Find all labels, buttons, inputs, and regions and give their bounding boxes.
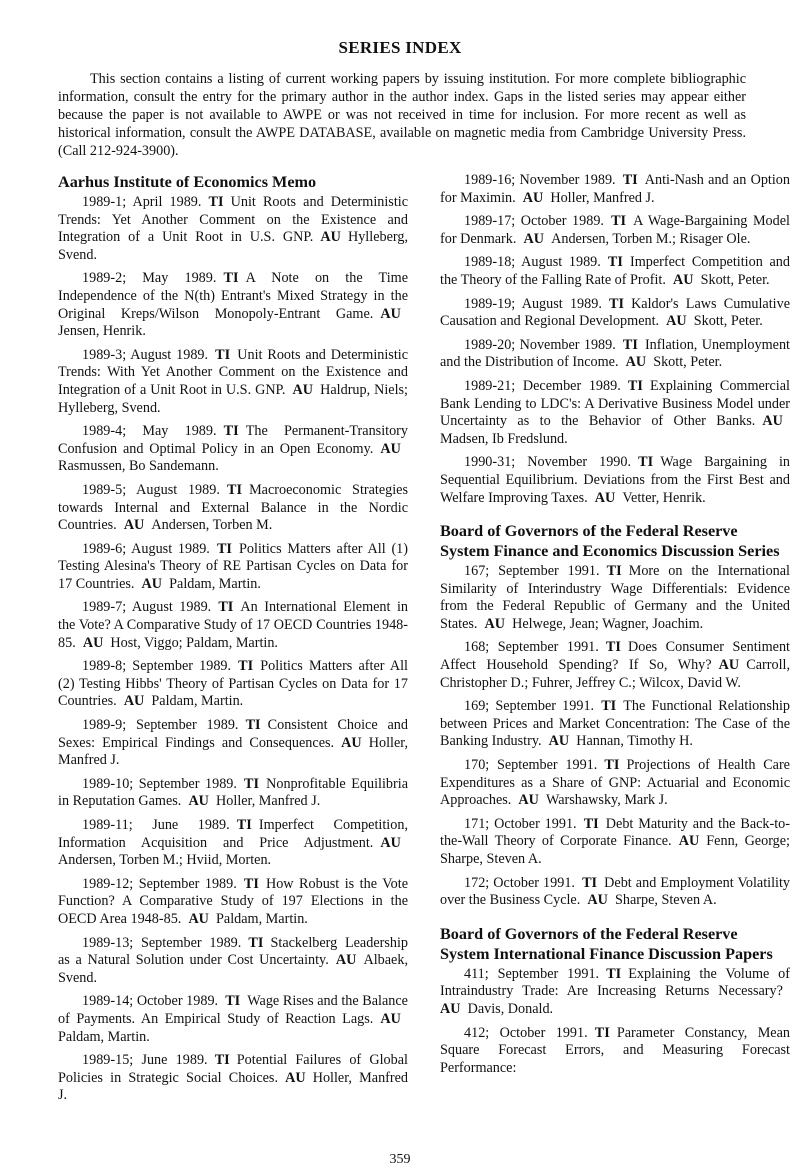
entry-reference: 1989-10; September 1989. — [82, 775, 237, 792]
title-tag: TI — [605, 639, 621, 656]
page-number: 359 — [389, 1152, 411, 1167]
index-entry — [440, 296, 790, 331]
entry-title: Imperfect Competition and the Theory of the Falling Rate of Profit. — [440, 254, 790, 288]
entry-authors: Albaek, Svend. — [58, 952, 408, 986]
title-tag: TI — [606, 563, 622, 580]
title-tag: TI — [608, 295, 624, 312]
entry-authors: Jensen, Henrik. — [58, 323, 146, 340]
entry-authors: Paldam, Martin. — [58, 1028, 150, 1045]
entry-authors: Vetter, Henrik. — [622, 489, 706, 506]
entry-reference: 412; October 1991. — [464, 1024, 588, 1041]
entry-authors: Madsen, Ib Fredslund. — [440, 430, 568, 447]
entry-reference: 171; October 1991. — [464, 815, 577, 832]
entry-title: Unit Roots and Deterministic Trends: Yet Another Comment on the Existence and Integration of a Unit Root in U.S. GNP. — [58, 194, 408, 246]
entry-reference: 1989-11; June 1989. — [82, 817, 230, 833]
index-entry — [58, 993, 408, 1046]
entry-title: Politics Matters after All (2) Testing Hibbs' Theory of Partisan Cycles on Data for 17 Countries. — [58, 658, 408, 710]
entry-title: Kaldor's Laws Cumulative Causation and Regional Development. — [440, 295, 790, 330]
entry-authors: Holler, Manfred J. — [216, 793, 321, 810]
title-tag: TI — [223, 270, 239, 287]
entry-reference: 1989-3; August 1989. — [82, 346, 209, 363]
index-entry — [58, 1052, 408, 1105]
section-heading: Board of Governors of the Federal Reserve System Finance and Economics Discussion Series — [440, 522, 780, 561]
title-tag: TI — [622, 336, 638, 353]
index-entry — [58, 194, 408, 264]
entry-title: Imperfect Competition, Information Acquisition and Price Adjustment. — [58, 817, 408, 851]
title-tag: TI — [245, 717, 261, 734]
author-tag: AU — [548, 733, 570, 750]
title-tag: TI — [622, 172, 638, 188]
entry-authors: Skott, Peter. — [693, 313, 763, 330]
title-tag: TI — [215, 346, 231, 363]
entry-title: Inflation, Unemployment and the Distribution of Income. — [440, 336, 790, 371]
author-tag: AU — [440, 1000, 461, 1017]
entry-title: Stackelberg Leadership as a Natural Solution under Cost Uncertainty. — [58, 934, 408, 969]
entry-title: Potential Failures of Global Policies in Strategic Social Choices. — [58, 1052, 408, 1086]
entry-authors: Skott, Peter. — [700, 271, 770, 288]
author-tag: AU — [625, 354, 647, 371]
entry-authors: Andersen, Torben M.; Risager Ole. — [551, 230, 751, 247]
entry-reference: 170; September 1991. — [464, 757, 598, 774]
index-entry — [440, 966, 790, 1019]
entry-authors: Haldrup, Niels; Hylleberg, Svend. — [58, 381, 408, 416]
author-tag: AU — [341, 734, 362, 751]
title-tag: TI — [607, 254, 623, 271]
entry-title: Debt and Employment Volatility over the Business Cycle. — [440, 874, 791, 909]
entry-title: A Note on the Time Independence of the N(th) Entrant's Mixed Strategy in the Original Kreps/Wilson Monopoly-Entrant Game. — [58, 270, 408, 322]
index-entry — [440, 816, 790, 869]
index-entry — [440, 875, 790, 910]
entry-authors: Andersen, Torben M.; Hviid, Morten. — [58, 852, 272, 869]
author-tag: AU — [188, 910, 209, 927]
author-tag: AU — [484, 615, 506, 632]
author-tag: AU — [188, 793, 209, 810]
author-tag: AU — [123, 517, 145, 534]
entry-reference: 1989-2; May 1989. — [82, 270, 217, 287]
author-tag: AU — [718, 657, 740, 674]
entry-title: The Functional Relationship between Prices and Market Concentration: The Case of the Banking Industry. — [440, 698, 790, 750]
entry-title: Wage Bargaining in Sequential Equilibrium. Deviations from the First Best and Welfare Improving Taxes. — [440, 454, 790, 506]
entry-authors: Rasmussen, Bo Sandemann. — [58, 458, 219, 475]
title-tag: TI — [225, 993, 241, 1010]
index-entry — [58, 423, 408, 476]
entry-title: A Wage-Bargaining Model for Denmark. — [440, 213, 790, 247]
index-entry — [58, 541, 408, 594]
entry-authors: Holler, Manfred J. — [550, 189, 655, 206]
section-gap — [440, 513, 790, 521]
index-entry — [440, 213, 790, 248]
entry-title: Consistent Choice and Sexes: Empirical Findings and Consequences. — [58, 717, 408, 751]
entry-reference: 1989-16; November 1989. — [464, 172, 616, 188]
entry-reference: 1989-20; November 1989. — [464, 336, 616, 353]
author-tag: AU — [141, 575, 163, 592]
index-entry — [58, 482, 408, 535]
entry-title: Anti-Nash and an Option for Maximin. — [440, 172, 790, 206]
entry-reference: 1989-1; April 1989. — [82, 194, 202, 210]
right-column — [440, 172, 790, 1083]
index-entry — [58, 717, 408, 770]
entry-authors: Hylleberg, Svend. — [58, 229, 408, 263]
index-entry — [440, 757, 790, 810]
entry-authors: Host, Viggo; Paldam, Martin. — [110, 634, 278, 651]
index-entry — [58, 876, 408, 929]
index-entry — [440, 563, 790, 633]
entry-reference: 168; September 1991. — [464, 639, 599, 656]
title-tag: TI — [638, 454, 654, 471]
entry-reference: 1989-4; May 1989. — [82, 423, 217, 440]
title-tag: TI — [214, 1052, 230, 1069]
index-entry — [440, 639, 790, 692]
entry-authors: Holler, Manfred J. — [58, 1069, 408, 1104]
entry-reference: 1989-18; August 1989. — [464, 254, 601, 271]
entry-authors: Warshawsky, Mark J. — [546, 792, 668, 809]
intro-paragraph: This section contains a listing of current working papers by issuing institution. For more complete bibliographic information, consult the entry for the primary author in the author index. Gaps in the listed series may appear either because the paper is not available to AWPE or was not received in time for inclusion. For more recent as well as historical information, consult the AWPE DATABASE, available on magnetic media from Cambridge University Press. (Call 212-924-3900). — [58, 71, 746, 159]
index-entry — [58, 817, 408, 870]
entry-authors: Hannan, Timothy H. — [576, 733, 693, 750]
author-tag: AU — [82, 634, 104, 651]
entry-title: Politics Matters after All (1) Testing Alesina's Theory of RE Partisan Cycles on Data for 17 Countries. — [58, 540, 408, 592]
title-tag: TI — [218, 599, 234, 616]
entry-title: Explaining Commercial Bank Lending to LDC's: A Derivative Business Model under Uncertainty as to the Behavior of Other Banks. — [440, 377, 790, 430]
entry-reference: 169; September 1991. — [464, 698, 595, 715]
author-tag: AU — [380, 440, 401, 457]
entry-reference: 1989-12; September 1989. — [82, 875, 237, 892]
author-tag: AU — [285, 1069, 306, 1086]
entry-title: Unit Roots and Deterministic Trends: With Yet Another Comment on the Existence and Integration of a Unit Root in U.S. GNP. — [58, 346, 409, 398]
entry-reference: 1989-15; June 1989. — [82, 1052, 208, 1069]
author-tag: AU — [320, 229, 341, 246]
entry-reference: 1989-21; December 1989. — [464, 377, 621, 394]
title-tag: TI — [238, 658, 254, 675]
author-tag: AU — [587, 892, 608, 909]
author-tag: AU — [523, 230, 545, 247]
title-tag: TI — [244, 775, 260, 792]
entry-title: Wage Rises and the Balance of Payments. An Empirical Study of Reaction Lags. — [58, 993, 408, 1027]
author-tag: AU — [594, 489, 616, 506]
author-tag: AU — [673, 271, 694, 288]
title-tag: TI — [583, 815, 599, 832]
index-entry — [440, 454, 790, 507]
entry-title: Projections of Health Care Expenditures as a Share of GNP: Actuarial and Economic Approaches. — [440, 757, 790, 809]
index-entry — [440, 337, 790, 372]
entry-reference: 1989-7; August 1989. — [82, 599, 212, 616]
entry-title: Does Consumer Sentiment Affect Household Spending? If So, Why? — [440, 639, 790, 674]
title-tag: TI — [236, 817, 252, 833]
entry-reference: 172; October 1991. — [464, 874, 575, 891]
entry-title: Parameter Constancy, Mean Square Forecast Errors, and Measuring Forecast Performance: — [440, 1024, 790, 1076]
entry-authors: Helwege, Jean; Wagner, Joachim. — [512, 615, 704, 632]
entry-authors: Carroll, Christopher D.; Fuhrer, Jeffrey C.; Wilcox, David W. — [440, 657, 790, 691]
entry-reference: 1989-17; October 1989. — [464, 213, 604, 230]
title-tag: TI — [248, 934, 264, 951]
index-entry — [58, 658, 408, 711]
index-entry — [58, 599, 408, 652]
entry-authors: Skott, Peter. — [653, 354, 723, 371]
section-heading: Board of Governors of the Federal Reserve System International Finance Discussion Papers — [440, 924, 773, 963]
section-gap — [440, 916, 790, 924]
index-entry — [58, 347, 408, 417]
entry-title: An International Element in the Vote? A Comparative Study of 17 OECD Countries 1948-85. — [58, 599, 408, 651]
title-tag: TI — [223, 423, 239, 440]
entry-authors: Paldam, Martin. — [169, 575, 261, 592]
entry-title: Explaining the Volume of Intraindustry Trade: Are Increasing Returns Necessary? — [440, 965, 790, 1000]
entry-authors: Fenn, George; Sharpe, Steven A. — [440, 833, 791, 867]
entry-reference: 1989-9; September 1989. — [82, 717, 239, 734]
index-entry — [440, 254, 790, 289]
author-tag: AU — [762, 413, 783, 430]
entry-reference: 1989-13; September 1989. — [82, 934, 242, 951]
entry-authors: Sharpe, Steven A. — [614, 892, 717, 909]
entry-reference: 1989-8; September 1989. — [82, 658, 232, 675]
page-title: SERIES INDEX — [338, 38, 462, 57]
entry-reference: 1990-31; November 1990. — [464, 454, 632, 471]
entry-reference: 1989-6; August 1989. — [82, 540, 210, 557]
entry-reference: 1989-5; August 1989. — [82, 481, 220, 498]
index-entry — [58, 935, 408, 988]
author-tag: AU — [380, 1010, 401, 1027]
title-tag: TI — [216, 540, 232, 557]
author-tag: AU — [666, 313, 687, 330]
entry-reference: 1989-19; August 1989. — [464, 295, 602, 312]
entry-title: How Robust is the Vote Function? A Comparative Study of 197 Elections in the OECD Area 1948-85. — [58, 875, 408, 927]
author-tag: AU — [380, 834, 401, 851]
title-tag: TI — [604, 757, 620, 774]
entry-reference: 167; September 1991. — [464, 563, 600, 580]
author-tag: AU — [123, 693, 145, 710]
title-tag: TI — [226, 481, 242, 498]
title-tag: TI — [582, 874, 598, 891]
entry-title: The Permanent-Transitory Confusion and Optimal Policy in an Open Economy. — [58, 423, 408, 457]
title-tag: TI — [243, 875, 259, 892]
author-tag: AU — [678, 833, 700, 850]
index-entry — [440, 172, 790, 207]
entry-authors: Davis, Donald. — [467, 1000, 554, 1017]
entry-title: More on the International Similarity of Interindustry Wage Differentials: Evidence from the Federal Republic of Germany and the United States. — [440, 563, 790, 632]
author-tag: AU — [335, 952, 357, 969]
author-tag: AU — [518, 792, 539, 809]
title-tag: TI — [606, 965, 622, 982]
author-tag: AU — [522, 189, 544, 206]
index-entry — [440, 698, 790, 751]
title-tag: TI — [594, 1024, 610, 1041]
index-entry — [440, 1025, 790, 1078]
entry-reference: 411; September 1991. — [464, 965, 600, 982]
entry-authors: Paldam, Martin. — [216, 910, 308, 927]
entry-authors: Paldam, Martin. — [151, 693, 244, 710]
left-column — [58, 172, 408, 1111]
entry-title: Nonprofitable Equilibria in Reputation Games. — [58, 775, 408, 810]
entry-reference: 1989-14; October 1989. — [82, 993, 219, 1010]
title-tag: TI — [611, 213, 627, 230]
title-tag: TI — [627, 377, 643, 394]
entry-authors: Andersen, Torben M. — [151, 517, 273, 534]
author-tag: AU — [380, 305, 401, 322]
entry-authors: Holler, Manfred J. — [58, 734, 408, 769]
index-entry — [58, 776, 408, 811]
section-heading: Aarhus Institute of Economics Memo — [58, 173, 317, 191]
index-entry — [440, 378, 790, 448]
title-tag: TI — [601, 698, 617, 715]
entry-title: Macroeconomic Strategies towards Internal and External Balance in the Nordic Countries. — [58, 481, 408, 534]
author-tag: AU — [292, 381, 314, 398]
title-tag: TI — [208, 194, 224, 210]
index-entry — [58, 270, 408, 340]
entry-title: Debt Maturity and the Back-to-the-Wall Theory of Corporate Finance. — [440, 815, 790, 850]
